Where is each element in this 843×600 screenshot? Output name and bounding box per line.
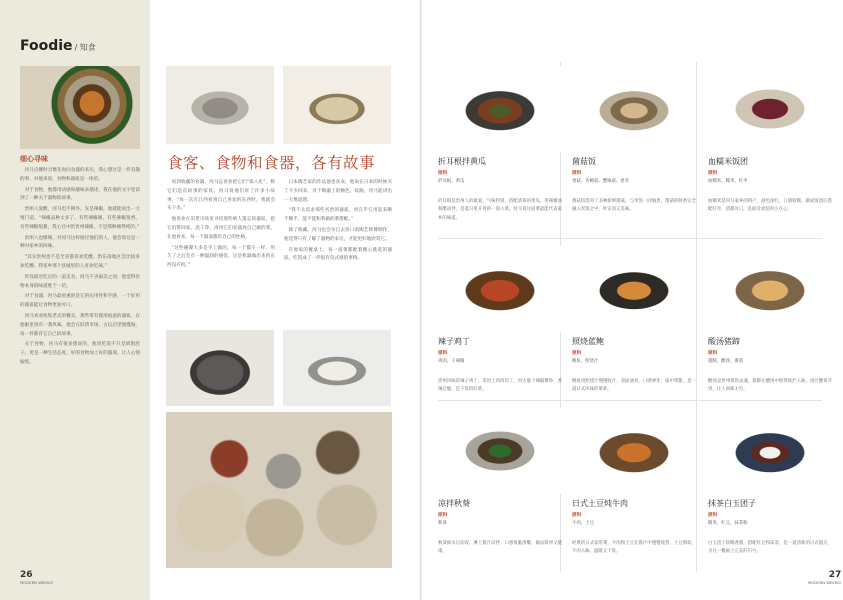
article-headline: 食客、食物和食器，各有故事 [167, 154, 376, 172]
sidebar-paragraph: 形容最近吃过的一道美食，河马不吝溢美之词，他觉得食物本身的味道胜于一切。 [20, 274, 140, 289]
dish-description: 经典的日式家常菜，牛肉和土豆在酱汁中慢慢炖煮，土豆绵软，牛肉入味，温暖又下饭。 [572, 541, 696, 555]
article-paragraph: 日本陶艺家的作品他也喜欢，他说在日本的时候买了不少回来。对于陶器上的釉色、纹路，河马能讲出一大堆道理。 [284, 180, 392, 203]
dish-description: 白玉团子软糯香甜，搭配红豆和抹茶，是一道清新的日式甜点，为这一餐画上完美的句号。 [708, 541, 832, 555]
ingredients-label: 原料 [438, 351, 448, 356]
column-divider [696, 62, 697, 572]
dish-description: 酸汤是贵州菜的灵魂，猪蹄在酸汤中炖得软烂入味，汤汁酸爽开胃，让人回味无穷。 [708, 379, 832, 393]
page-number-left: 26 MODERN WEEKLY [20, 570, 54, 585]
article-paragraph: “这些碗碟大多是手工做的，每一个都不一样，用久了之后会有一种温润的感觉，这是机器做出来的东西没有的。” [167, 245, 275, 269]
article-column-a [167, 179, 275, 273]
sidebar-article-text [20, 167, 140, 370]
dish-ingredients: 鸡肉、干辣椒 [438, 359, 465, 364]
dish-description: 鲍鱼用照烧汁慢慢收汁，表面油亮，口感弹牙，咸中带甜，是一道日式风味的菜肴。 [572, 379, 696, 393]
dish-ingredients: 香菇、杏鲍菇、蟹味菇、香米 [572, 179, 630, 184]
glazed-dish-photo [283, 66, 391, 144]
article-paragraph: 他喜欢在旧货市场里寻找那些被人遗忘的器皿，把它们带回家，洗干净，再用它们来盛放自己做的菜。在他看来，每一个器皿都有自己的性格。 [167, 217, 275, 240]
sidebar-paragraph: “其实贵州也不是全省都喜欢吃酸，黔东南地区会比较喜欢吃酸。我家乡那个县城里的人喜欢吃辣。” [20, 255, 140, 269]
section-brand: Foodie / 知食 [20, 38, 96, 54]
dish-name: 照烧蓝鲍 [572, 337, 604, 346]
ingredients-label: 原料 [438, 171, 448, 176]
dish-ingredients: 鲍鱼、照烧汁 [572, 359, 599, 364]
dish-ingredients: 糯米、红豆、抹茶粉 [708, 521, 748, 526]
dish-card [438, 408, 562, 557]
dish-photo [438, 246, 562, 332]
dish-photo [708, 66, 832, 152]
dish-description: 血糯米是河马家乡的特产，颜色深红，口感软糯。做成饭团后搭配红枣，清甜可口，是很受欢迎的小点心。 [708, 199, 832, 213]
sidebar-caption: 细心寻味 [20, 155, 48, 163]
row-divider [438, 400, 822, 401]
article-paragraph: 在他家的餐桌上，每一道菜都配着精心挑选的器皿，吃饭成了一件很有仪式感的事情。 [284, 247, 392, 262]
sidebar-paragraph: 贵州人爱酸，河马也不例外。先是辣椒，他就能说出一大堆门道。“辣椒品种太多了，有些辣椒辣，有些辣椒很香，有些辣椒很甜，我心目中的贵州辣椒，不是那种辣得纯的。” [20, 207, 140, 230]
sidebar-paragraph: 关于食物，河马有很多想说的，他说吃饭不只是填饱肚子，更是一种生活态度。好的食物加上好的器皿，让人心情愉悦。 [20, 342, 140, 365]
dish-card [438, 66, 562, 223]
dish-name: 辣子鸡丁 [438, 337, 470, 346]
dish-card [438, 246, 562, 395]
dish-photo [572, 66, 696, 152]
ceramic-cup-photo [283, 330, 391, 406]
dish-ingredients: 血糯米、糯米、红枣 [708, 179, 748, 184]
dish-ingredients: 牛肉、土豆 [572, 521, 594, 526]
dish-card [708, 66, 832, 215]
ingredients-label: 原料 [572, 351, 582, 356]
dish-name: 日式土豆炖牛肉 [572, 499, 628, 508]
ingredients-label: 原料 [572, 513, 582, 518]
ingredients-label: 原料 [708, 171, 718, 176]
dish-ingredients: 猪蹄、酸汤、番茄 [708, 359, 744, 364]
ingredients-label: 原料 [438, 513, 448, 518]
sidebar-paragraph: 对于食物，他都用动感和趣味来描述，我在他的文字里读到了一种关于器物的故事。 [20, 187, 140, 202]
ingredients-label: 原料 [572, 171, 582, 176]
dish-card [572, 246, 696, 395]
page-number-right: 27 MODERN WEEKLY [808, 570, 842, 585]
dish-card [708, 246, 832, 395]
dish-photo [572, 246, 696, 332]
dish-description: 秋葵焯水后切段，淋上酱汁凉拌，口感爽脆滑嫩，做法简单又健康。 [438, 541, 562, 555]
dish-name: 血糯米饭团 [708, 157, 748, 166]
article-paragraph: 除了收藏，河马也会亲自去窑口看陶艺师傅制作，他觉得只有了解了器物的来历，才能更好地欣赏它。 [284, 227, 392, 242]
article-paragraph: “我不太追求那些名贵的器皿，更在乎它用起来顺不顺手，能不能和我做的菜搭配。” [284, 208, 392, 223]
article-column-b [284, 179, 392, 266]
dish-card [708, 408, 832, 557]
sidebar-panel [0, 0, 150, 600]
dish-photo [708, 408, 832, 494]
article-paragraph: 说到收藏的食器，河马总喜欢把它们“拟人化”，称它们是有故事的家伙。河马说他们讲了许多小故事，“每一次在江西看到自己喜欢的东西时，我就会买下来。” [167, 180, 275, 212]
sidebar-paragraph: 河马喜欢收集老式的餐具，那些带有使用痕迹的器皿，在他眼里别有一番风味。他会在旧货市场、古玩店里慢慢淘，每一件都有它自己的故事。 [20, 313, 140, 337]
dish-photo [438, 66, 562, 152]
dish-ingredients: 秋葵 [438, 521, 447, 526]
ceramic-bowl-photo [166, 66, 274, 144]
dish-name: 抹茶白玉团子 [708, 499, 756, 508]
dish-photo [572, 408, 696, 494]
dish-card [572, 408, 696, 557]
dish-name: 菌菇饭 [572, 157, 596, 166]
tableware-collection-photo [166, 412, 392, 568]
dish-description: 折耳根是贵州人的最爱，气味特别，搭配清爽的黄瓜，用辣椒油和醋凉拌，是夏日里开胃的一道小菜。河马说这道菜最能代表家乡的味道。 [438, 199, 562, 221]
dish-description: 菌菇饭选用了多种新鲜菌菇，与米饭一同焖煮，菌菇的鲜香完全融入米饭之中，朴实而又美味。 [572, 199, 696, 213]
dish-card [572, 66, 696, 215]
dinner-table-photo [20, 66, 140, 149]
dish-name: 凉拌秋葵 [438, 499, 470, 508]
sidebar-paragraph: 河马点餐时习惯先询问食器的来历，我心想这是一件有趣的事。对他来说，食物和器皿是一体的。 [20, 168, 140, 182]
dish-photo [438, 408, 562, 494]
dish-name: 折耳根拌黄瓜 [438, 157, 486, 166]
lidded-pot-photo [166, 330, 274, 406]
ingredients-label: 原料 [708, 351, 718, 356]
dish-ingredients: 折耳根、黄瓜 [438, 179, 465, 184]
dish-description: 贵州风味的辣子鸡丁，选用土鸡肉切丁，用大量干辣椒爆炒，香辣过瘾，是下饭的好菜。 [438, 379, 562, 393]
ingredients-label: 原料 [708, 513, 718, 518]
row-divider [438, 238, 822, 239]
sidebar-paragraph: 贵州人也爆辣。对河马这样接过他们的人，他会说这是一种对家乡的回味。 [20, 235, 140, 250]
sidebar-paragraph: 对于食器，河马最看重的是它的实用性和手感，一个好用的器皿能让食物更加可口。 [20, 294, 140, 309]
dish-name: 酸汤猪蹄 [708, 337, 740, 346]
page-spine [420, 0, 422, 600]
dish-photo [708, 246, 832, 332]
